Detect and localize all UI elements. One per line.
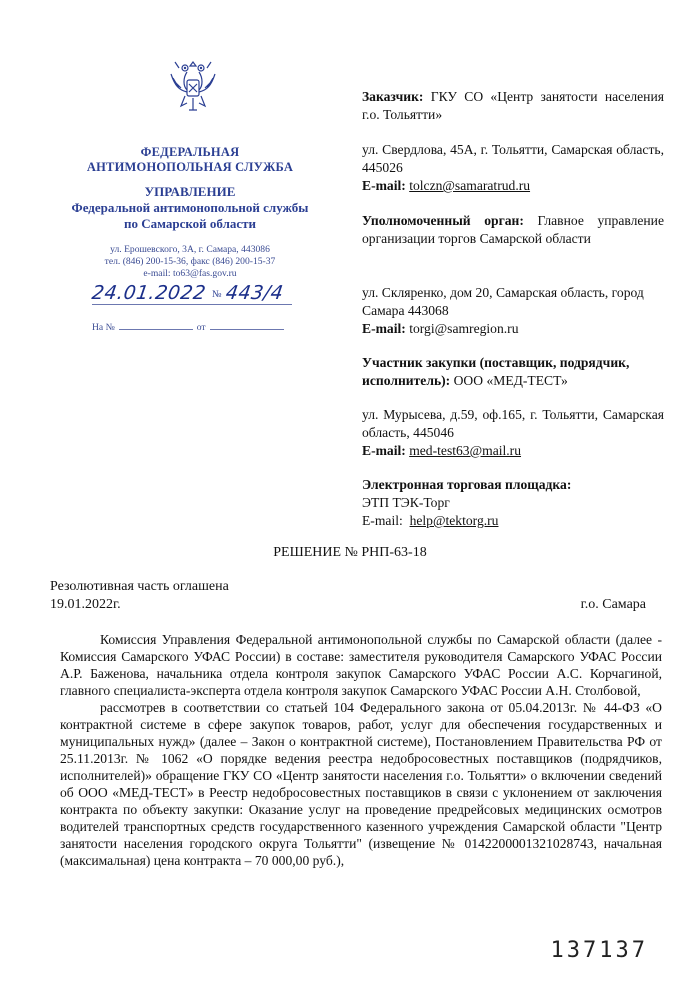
customer-label: Заказчик: <box>362 89 424 104</box>
authority-address: ул. Скляренко, дом 20, Самарская область, город Самара 443068 <box>362 285 644 318</box>
authority-email[interactable]: torgi@samregion.ru <box>409 321 519 336</box>
customer-email-line <box>362 177 664 195</box>
platform-email-label: E-mail: <box>362 513 403 528</box>
platform-name: ЭТП ТЭК-Торг <box>362 495 450 510</box>
customer-name: ГКУ СО «Центр занятости населения г.о. Тольятти» <box>362 89 664 122</box>
participant-label: Участник закупки (поставщик, подрядчик, исполнитель): <box>362 355 630 388</box>
announcement-info <box>50 578 229 614</box>
platform-label: Электронная торговая площадка: <box>362 477 572 492</box>
paragraph-commission: Комиссия Управления Федеральной антимонопольной службы по Самарской области (далее - Комиссия Самарского УФАС России) в составе: заместителя руководителя Самарского УФАС России А.Р. Баженова, начальника отдела контроля закупок Самарского УФАС России А.С. Корчагиной, главного специалиста-эксперта отдела контроля закупок Самарского УФАС России А.Н. Столбовой, <box>60 632 662 698</box>
authority-label: Уполномоченный орган: <box>362 213 524 228</box>
authority-address-block <box>362 284 664 338</box>
department-name <box>60 184 320 232</box>
email-label: E-mail: <box>362 443 406 458</box>
registration-number <box>92 284 292 308</box>
participant-name: ООО «МЕД-ТЕСТ» <box>453 373 568 388</box>
announcement-date: 19.01.2022г. <box>50 597 121 612</box>
russian-eagle-emblem-icon <box>165 56 221 120</box>
email-label: E-mail: <box>362 178 406 193</box>
email-label: E-mail: <box>362 321 406 336</box>
reply-reference <box>92 320 292 333</box>
platform-block <box>362 476 664 530</box>
participant-address: ул. Мурысева, д.59, оф.165, г. Тольятти, Самарская область, 445046 <box>362 407 664 440</box>
paragraph-considering: рассмотрев в соответствии со статьей 104 Федерального закона от 05.04.2013г. № 44-ФЗ «О контрактной системе в сфере закупок товаров, работ, услуг для обеспечения государственных и муниципальных нужд» (далее – Закон о контрактной системе), Постановлением Правительства РФ от 25.11.2013г. № 1062 «О порядке ведения реестра недобросовестных поставщиков (подрядчиков, исполнителей)» обращение ГКУ СО «Центр занятости населения г.о. Тольятти» о включении сведений об ООО «МЕД-ТЕСТ» в Реестр недобросовестных поставщиков в связи с уклонением от заключения контракта по объекту закупки: Оказание услуг на проведение предрейсовых медицинских осмотров водителей транспортных средств государственного казенного учреждения Самарской области "Центр занятости населения городского округа Тольятти" (извещение № 0142200001321028743, начальная (максимальная) цена контракта – 70 000,00 руб.), <box>60 700 662 868</box>
authority-name: Главное управление организации торгов Самарской области <box>362 213 664 246</box>
reply-number-label: На № <box>92 322 115 333</box>
customer-block <box>362 88 664 124</box>
platform-email-link[interactable]: help@tektorg.ru <box>409 513 499 528</box>
handwritten-date: 24.01.2022 <box>90 282 208 304</box>
department-line-1: УПРАВЛЕНИЕ <box>144 184 236 199</box>
decision-body <box>60 631 662 869</box>
authority-email-line <box>362 320 664 338</box>
address-line-2: тел. (846) 200-15-36, факс (846) 200-15-37 <box>104 256 276 267</box>
authority-block <box>362 212 664 248</box>
agency-line-1: ФЕДЕРАЛЬНАЯ <box>140 145 240 159</box>
address-line-3: e-mail: to63@fas.gov.ru <box>143 268 237 279</box>
customer-address-block <box>362 141 664 195</box>
participant-address-block <box>362 406 664 460</box>
decision-title: РЕШЕНИЕ № РНП-63-18 <box>273 545 427 560</box>
reply-date-blank <box>210 320 284 330</box>
platform-email-line <box>362 512 664 530</box>
stamp-number: 137137 <box>550 938 648 963</box>
participant-email-line <box>362 442 664 460</box>
reply-date-label: от <box>196 322 206 333</box>
registration-underline <box>92 304 292 305</box>
department-line-3: по Самарской области <box>123 216 257 231</box>
announcement-line-1: Резолютивная часть оглашена <box>50 579 229 594</box>
customer-address: ул. Свердлова, 45А, г. Тольятти, Самарская область, 445026 <box>362 142 664 175</box>
handwritten-number: 443/4 <box>224 282 285 304</box>
agency-line-2: АНТИМОНОПОЛЬНАЯ СЛУЖБА <box>86 160 294 174</box>
participant-email-link[interactable]: med-test63@mail.ru <box>409 443 522 458</box>
agency-address <box>60 244 320 280</box>
department-line-2: Федеральной антимонопольной службы <box>71 200 309 215</box>
participant-block <box>362 354 664 390</box>
agency-name <box>60 145 320 175</box>
decision-city: г.о. Самара <box>580 597 646 612</box>
customer-email-link[interactable]: tolczn@samaratrud.ru <box>409 178 531 193</box>
reply-number-blank <box>119 320 193 330</box>
address-line-1: ул. Ерошевского, 3А, г. Самара, 443086 <box>110 244 270 255</box>
number-sign: № <box>212 289 222 300</box>
